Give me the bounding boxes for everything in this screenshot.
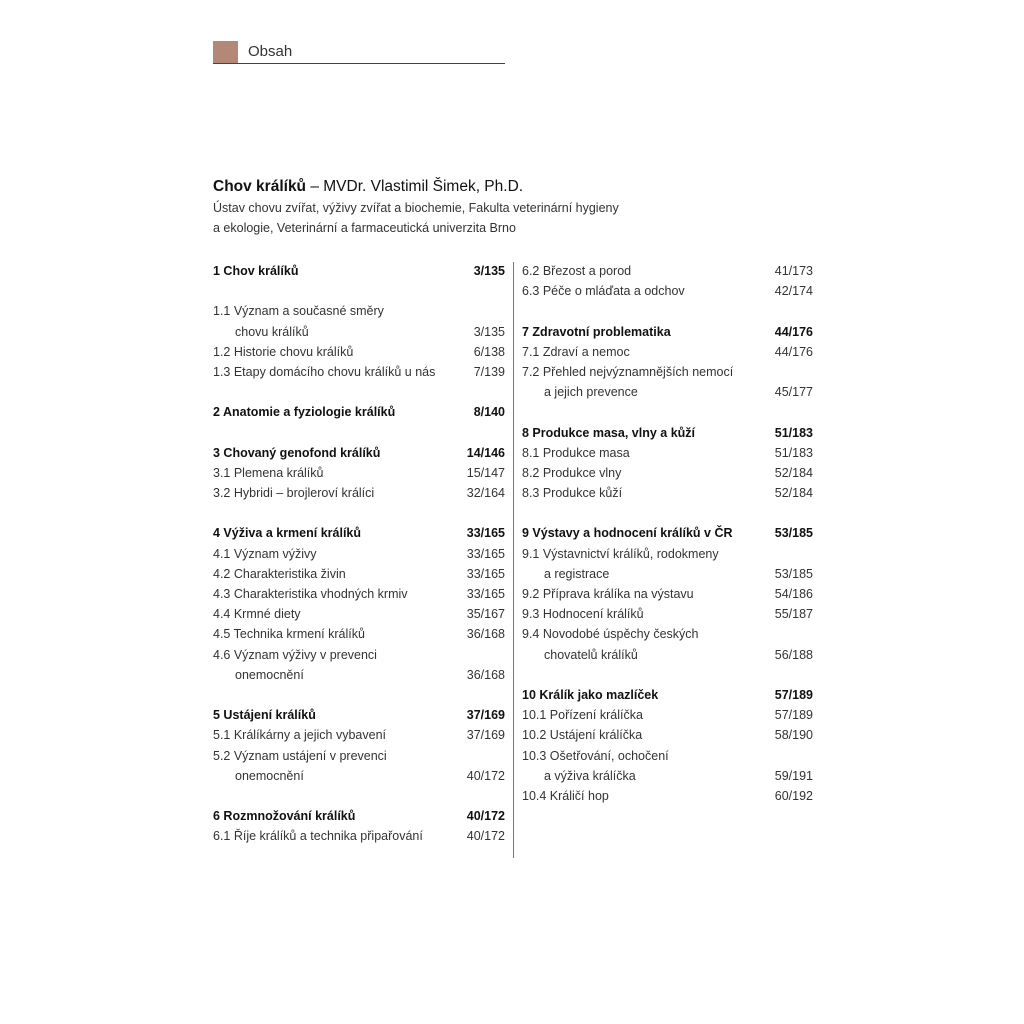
toc-chapter-row [213,261,505,281]
toc-spacer [213,382,505,402]
toc-entry-row [213,826,505,846]
toc-page-number: 33/165 [466,546,505,561]
toc-entry-row [213,463,505,483]
toc-spacer [522,402,813,422]
toc-page-number: 40/172 [466,809,505,824]
toc-entry-row [213,483,505,503]
toc-entry-title: 6.3 Péče o mláďata a odchov [522,284,685,299]
toc-page-number: 41/173 [774,264,813,278]
affiliation-line-2: a ekologie, Veterinární a farmaceutická univerzita Brno [213,221,516,235]
toc-page-number: 33/165 [466,566,505,581]
toc-entry-title: 10.3 Ošetřování, ochočení [522,748,669,763]
toc-chapter-row [213,402,505,422]
toc-page-number: 45/177 [774,385,813,400]
column-divider [513,262,514,858]
toc-chapter-row [213,705,505,725]
toc-spacer [522,665,813,685]
toc-page-number: 33/165 [466,526,505,541]
toc-entry-row [522,624,813,644]
toc-chapter-row [213,523,505,543]
toc-entry-title: a jejich prevence [544,385,638,400]
toc-spacer [213,786,505,806]
toc-page-number: 58/190 [774,728,813,743]
toc-entry-row [522,342,813,362]
toc-page-number: 51/183 [774,425,813,440]
toc-page-number: 37/169 [466,708,505,723]
chapter-title [213,176,673,198]
header-rule [213,63,505,64]
chapter-title-bold: Chov králíků [213,178,307,195]
toc-entry-title: 2 Anatomie a fyziologie králíků [213,405,396,420]
toc-entry-row [522,281,813,301]
toc-entry-row [213,624,505,644]
toc-entry-title: 10 Králík jako mazlíček [522,687,659,702]
toc-page-number: 42/174 [774,284,813,299]
toc-page-number: 35/167 [466,607,505,622]
toc-chapter-row [213,443,505,463]
toc-entry-row [213,342,505,362]
toc-entry-title: 4.6 Význam výživy v prevenci [213,647,377,662]
toc-page-number: 32/164 [466,486,505,501]
toc-page-number: 6/138 [473,344,505,359]
toc-entry-row [213,564,505,584]
toc-entry-row [522,564,813,584]
toc-page-number: 52/184 [774,486,813,501]
toc-entry-title: 8.3 Produkce kůží [522,486,623,501]
toc-entry-row [522,705,813,725]
toc-chapter-row [522,523,813,543]
toc-page-number: 36/168 [466,667,505,682]
toc-entry-title: 5 Ustájení králíků [213,708,316,723]
toc-entry-title: 10.1 Pořízení králíčka [522,708,643,723]
section-header [213,40,505,64]
toc-entry-title: 7.1 Zdraví a nemoc [522,344,630,359]
toc-entry-row [213,746,505,766]
toc-page-number: 3/135 [473,324,505,339]
header-label: Obsah [248,43,293,60]
toc-entry-row [522,382,813,402]
toc-chapter-row [522,322,813,342]
toc-entry-title: 5.1 Králíkárny a jejich vybavení [213,728,387,743]
toc-page-number: 53/185 [774,526,813,541]
toc-entry-title: a výživa králíčka [544,768,636,783]
toc-entry-title: 5.2 Význam ustájení v prevenci [213,748,387,763]
toc-entry-title: a registrace [544,566,610,581]
toc-entry-row [522,746,813,766]
toc-spacer [522,503,813,523]
toc-chapter-row [522,685,813,705]
toc-page-number: 56/188 [774,647,813,662]
toc-page-number: 3/135 [473,264,505,278]
header-color-swatch [213,41,238,63]
toc-entry-title: 10.2 Ustájení králíčka [522,728,643,743]
toc-spacer [213,423,505,443]
toc-entry-row [522,645,813,665]
toc-entry-title: 1.3 Etapy domácího chovu králíků u nás [213,364,436,379]
toc-entry-row [522,443,813,463]
toc-page-number: 54/186 [774,587,813,601]
toc-entry-title: chovu králíků [235,324,309,339]
toc-entry-title: 9 Výstavy a hodnocení králíků v ČR [522,526,733,541]
toc-page-number: 51/183 [774,445,813,460]
toc-page-number: 8/140 [473,405,505,420]
toc-entry-row [213,322,505,342]
toc-entry-title: 4.2 Charakteristika živin [213,566,346,581]
toc-spacer [522,301,813,321]
toc-page-number: 40/172 [466,768,505,783]
toc-entry-title: 6.1 Říje králíků a technika připařování [213,829,423,844]
toc-entry-title: 8 Produkce masa, vlny a kůží [522,425,695,440]
affiliation-line-1: Ústav chovu zvířat, výživy zvířat a biochemie, Fakulta veterinární hygieny [213,201,619,215]
toc-entry-row [522,544,813,564]
toc-entry-title: 6.2 Březost a porod [522,264,632,278]
toc-entry-row [213,362,505,382]
toc-entry-title: 1 Chov králíků [213,264,299,278]
toc-entry-title: 4.3 Charakteristika vhodných krmiv [213,587,408,601]
toc-spacer [213,503,505,523]
toc-entry-row [213,645,505,665]
toc-entry-title: 1.1 Význam a současné směry [213,304,384,319]
toc-entry-title: 7.2 Přehled nejvýznamnějších nemocí [522,364,734,379]
toc-entry-title: chovatelů králíků [544,647,638,662]
toc-page-number: 40/172 [466,829,505,844]
toc-entry-title: onemocnění [235,768,304,783]
toc-entry-row [213,584,505,604]
chapter-author: – MVDr. Vlastimil Šimek, Ph.D. [306,178,524,195]
toc-entry-row [522,766,813,786]
toc-entry-title: 3 Chovaný genofond králíků [213,445,381,460]
toc-entry-title: 9.3 Hodnocení králíků [522,607,644,622]
chapter-intro [213,176,673,238]
toc-chapter-row [213,806,505,826]
toc-left-column [213,261,505,846]
toc-entry-title: 3.1 Plemena králíků [213,465,324,480]
toc-entry-row [213,766,505,786]
toc-page-number: 57/189 [774,708,813,723]
toc-page-number: 33/165 [466,587,505,601]
toc-entry-title: 9.2 Příprava králíka na výstavu [522,587,694,601]
toc-entry-row [213,665,505,685]
toc-page-number: 37/169 [466,728,505,743]
toc-entry-title: 8.1 Produkce masa [522,445,630,460]
toc-entry-row [213,725,505,745]
toc-entry-title: 4.4 Krmné diety [213,607,301,622]
toc-entry-title: onemocnění [235,667,304,682]
toc-page-number: 14/146 [466,445,505,460]
toc-entry-row [522,483,813,503]
toc-entry-row [522,584,813,604]
toc-entry-row [522,725,813,745]
toc-page-number: 44/176 [774,324,813,339]
toc-page-number: 60/192 [774,788,813,803]
toc-entry-row [522,261,813,281]
toc-page-number: 7/139 [473,364,505,379]
toc-page-number: 15/147 [466,465,505,480]
toc-entry-title: 9.1 Výstavnictví králíků, rodokmeny [522,546,719,561]
toc-entry-row [213,544,505,564]
toc-page-number: 53/185 [774,566,813,581]
toc-entry-title: 4 Výživa a krmení králíků [213,526,362,541]
toc-entry-row [213,301,505,321]
toc-spacer [213,281,505,301]
toc-right-column [522,261,813,806]
toc-entry-title: 4.1 Význam výživy [213,546,317,561]
toc-page-number: 52/184 [774,465,813,480]
toc-entry-title: 3.2 Hybridi – brojleroví králíci [213,486,375,501]
toc-page-number: 55/187 [774,607,813,622]
toc-entry-row [213,604,505,624]
toc-entry-title: 7 Zdravotní problematika [522,324,671,339]
toc-entry-title: 9.4 Novodobé úspěchy českých [522,627,699,642]
toc-entry-title: 4.5 Technika krmení králíků [213,627,365,642]
toc-entry-row [522,604,813,624]
toc-page-number: 44/176 [774,344,813,359]
toc-page-number: 36/168 [466,627,505,642]
toc-entry-row [522,786,813,806]
toc-entry-row [522,362,813,382]
toc-entry-row [522,463,813,483]
toc-page-number: 57/189 [774,687,813,702]
toc-page-number: 59/191 [774,768,813,783]
toc-entry-title: 1.2 Historie chovu králíků [213,344,354,359]
toc-entry-title: 6 Rozmnožování králíků [213,809,356,824]
toc-spacer [213,685,505,705]
toc-entry-title: 8.2 Produkce vlny [522,465,622,480]
toc-chapter-row [522,423,813,443]
toc-entry-title: 10.4 Králičí hop [522,788,609,803]
